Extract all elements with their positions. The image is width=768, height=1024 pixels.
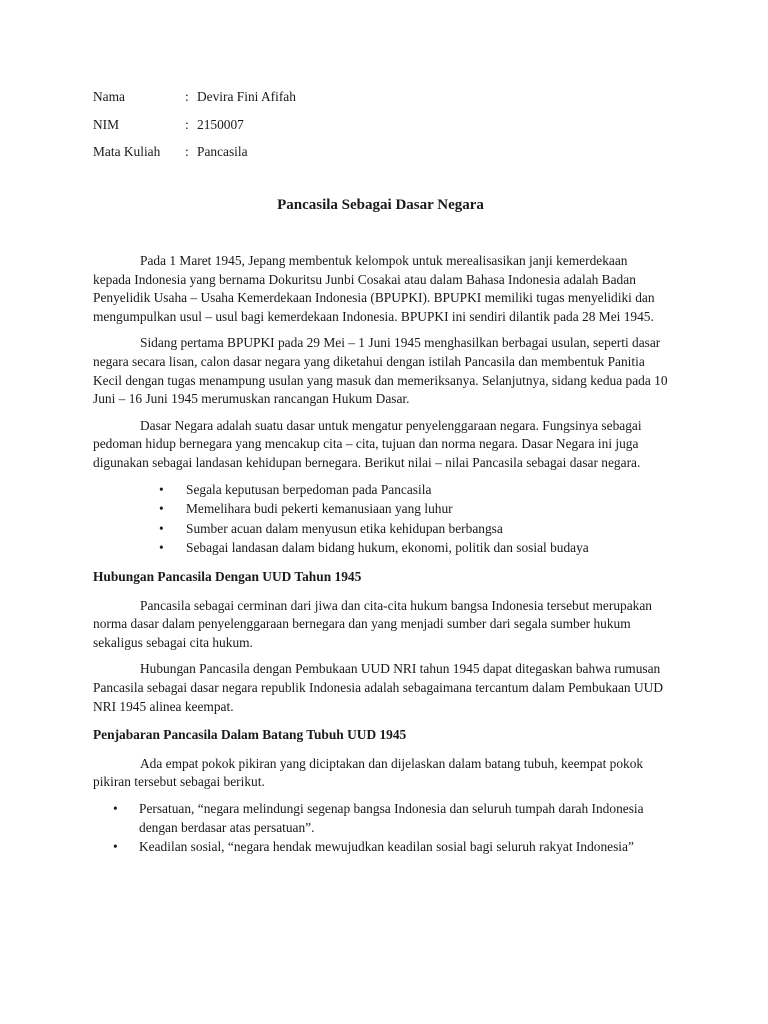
meta-value: 2150007 [197,116,244,132]
paragraph: Hubungan Pancasila dengan Pembukaan UUD NRI tahun 1945 dapat ditegaskan bahwa rumusan Pancasila sebagai dasar negara republik Indonesia adalah sebagaimana tercantum dalam Pembukaan UUD NRI 1945 alinea keempat. [93,661,663,714]
principles-list [93,800,668,857]
meta-value: Pancasila [197,144,248,159]
paragraph: Pancasila sebagai cerminan dari jiwa dan cita-cita hukum bangsa Indonesia tersebut merupakan norma dasar dalam penyelenggaraan bernegara dan yang menjadi sumber dari segala sumber hukum sekaligus sebagai cita hukum. [93,597,652,650]
paragraph: Ada empat pokok pikiran yang diciptakan dan dijelaskan dalam batang tubuh, keempat pokok pikiran tersebut sebagai berikut. [93,755,644,790]
section-heading: Penjabaran Pancasila Dalam Batang Tubuh UUD 1945 [93,727,407,743]
meta-row-course [93,143,668,171]
paragraph: Dasar Negara adalah suatu dasar untuk mengatur penyelenggaraan negara. Fungsinya sebagai pedoman hidup bernegara yang mencakup cita – cita, tujuan dan norma negara. Dasar Negara ini juga digunakan sebagai landasan kehidupan bernegara. Berikut nilai – nilai Pancasila sebagai dasar negara. [93,417,642,471]
meta-row-nim [93,116,668,144]
meta-colon: : [185,116,189,132]
meta-label: NIM [93,116,120,132]
meta-value: Devira Fini Afifah [197,89,296,104]
section-heading: Hubungan Pancasila Dengan UUD Tahun 1945 [93,569,362,584]
meta-colon: : [185,89,189,104]
list-item: • Sebagai landasan dalam bidang hukum, ekonomi, politik dan sosial budaya [159,539,668,558]
list-item: • Sumber acuan dalam menyusun etika kehidupan berbangsa [159,520,668,539]
meta-row-name [93,88,668,116]
meta-label: Mata Kuliah [93,144,161,159]
document-title: Pancasila Sebagai Dasar Negara [277,196,484,213]
student-info [93,88,668,171]
list-item: • Memelihara budi pekerti kemanusiaan yang luhur [159,500,668,519]
values-list [93,481,668,558]
list-item: • Persatuan, “negara melindungi segenap bangsa Indonesia dan seluruh tumpah darah Indonesia dengan berdasar atas persatuan”. [113,800,668,837]
meta-label: Nama [93,89,125,104]
list-item: • Keadilan sosial, “negara hendak mewujudkan keadilan sosial bagi seluruh rakyat Indonesia” [113,838,668,857]
paragraph: Pada 1 Maret 1945, Jepang membentuk kelompok untuk merealisasikan janji kemerdekaan kepada Indonesia yang bernama Dokuritsu Junbi Cosakai atau dalam Bahasa Indonesia adalah Badan Penyelidik Usaha – Usaha Kemerdekaan Indonesia (BPUPKI). BPUPKI memiliki tugas menyelidiki dan mengumpulkan usul – usul bagi kemerdekaan Indonesia. BPUPKI ini sendiri dilantik pada 28 Mei 1945. [93,253,655,324]
paragraph: Sidang pertama BPUPKI pada 29 Mei – 1 Juni 1945 menghasilkan berbagai usulan, seperti dasar negara secara lisan, calon dasar negara yang diketahui dengan istilah Pancasila dan membentuk Panitia Kecil dengan tugas menampung usulan yang masuk dan memeriksanya. Selanjutnya, sidang kedua pada 10 Juni – 16 Juni 1945 merumuskan rancangan Hukum Dasar. [93,335,668,407]
meta-colon: : [185,144,189,159]
list-item: • Segala keputusan berpedoman pada Pancasila [159,481,668,500]
